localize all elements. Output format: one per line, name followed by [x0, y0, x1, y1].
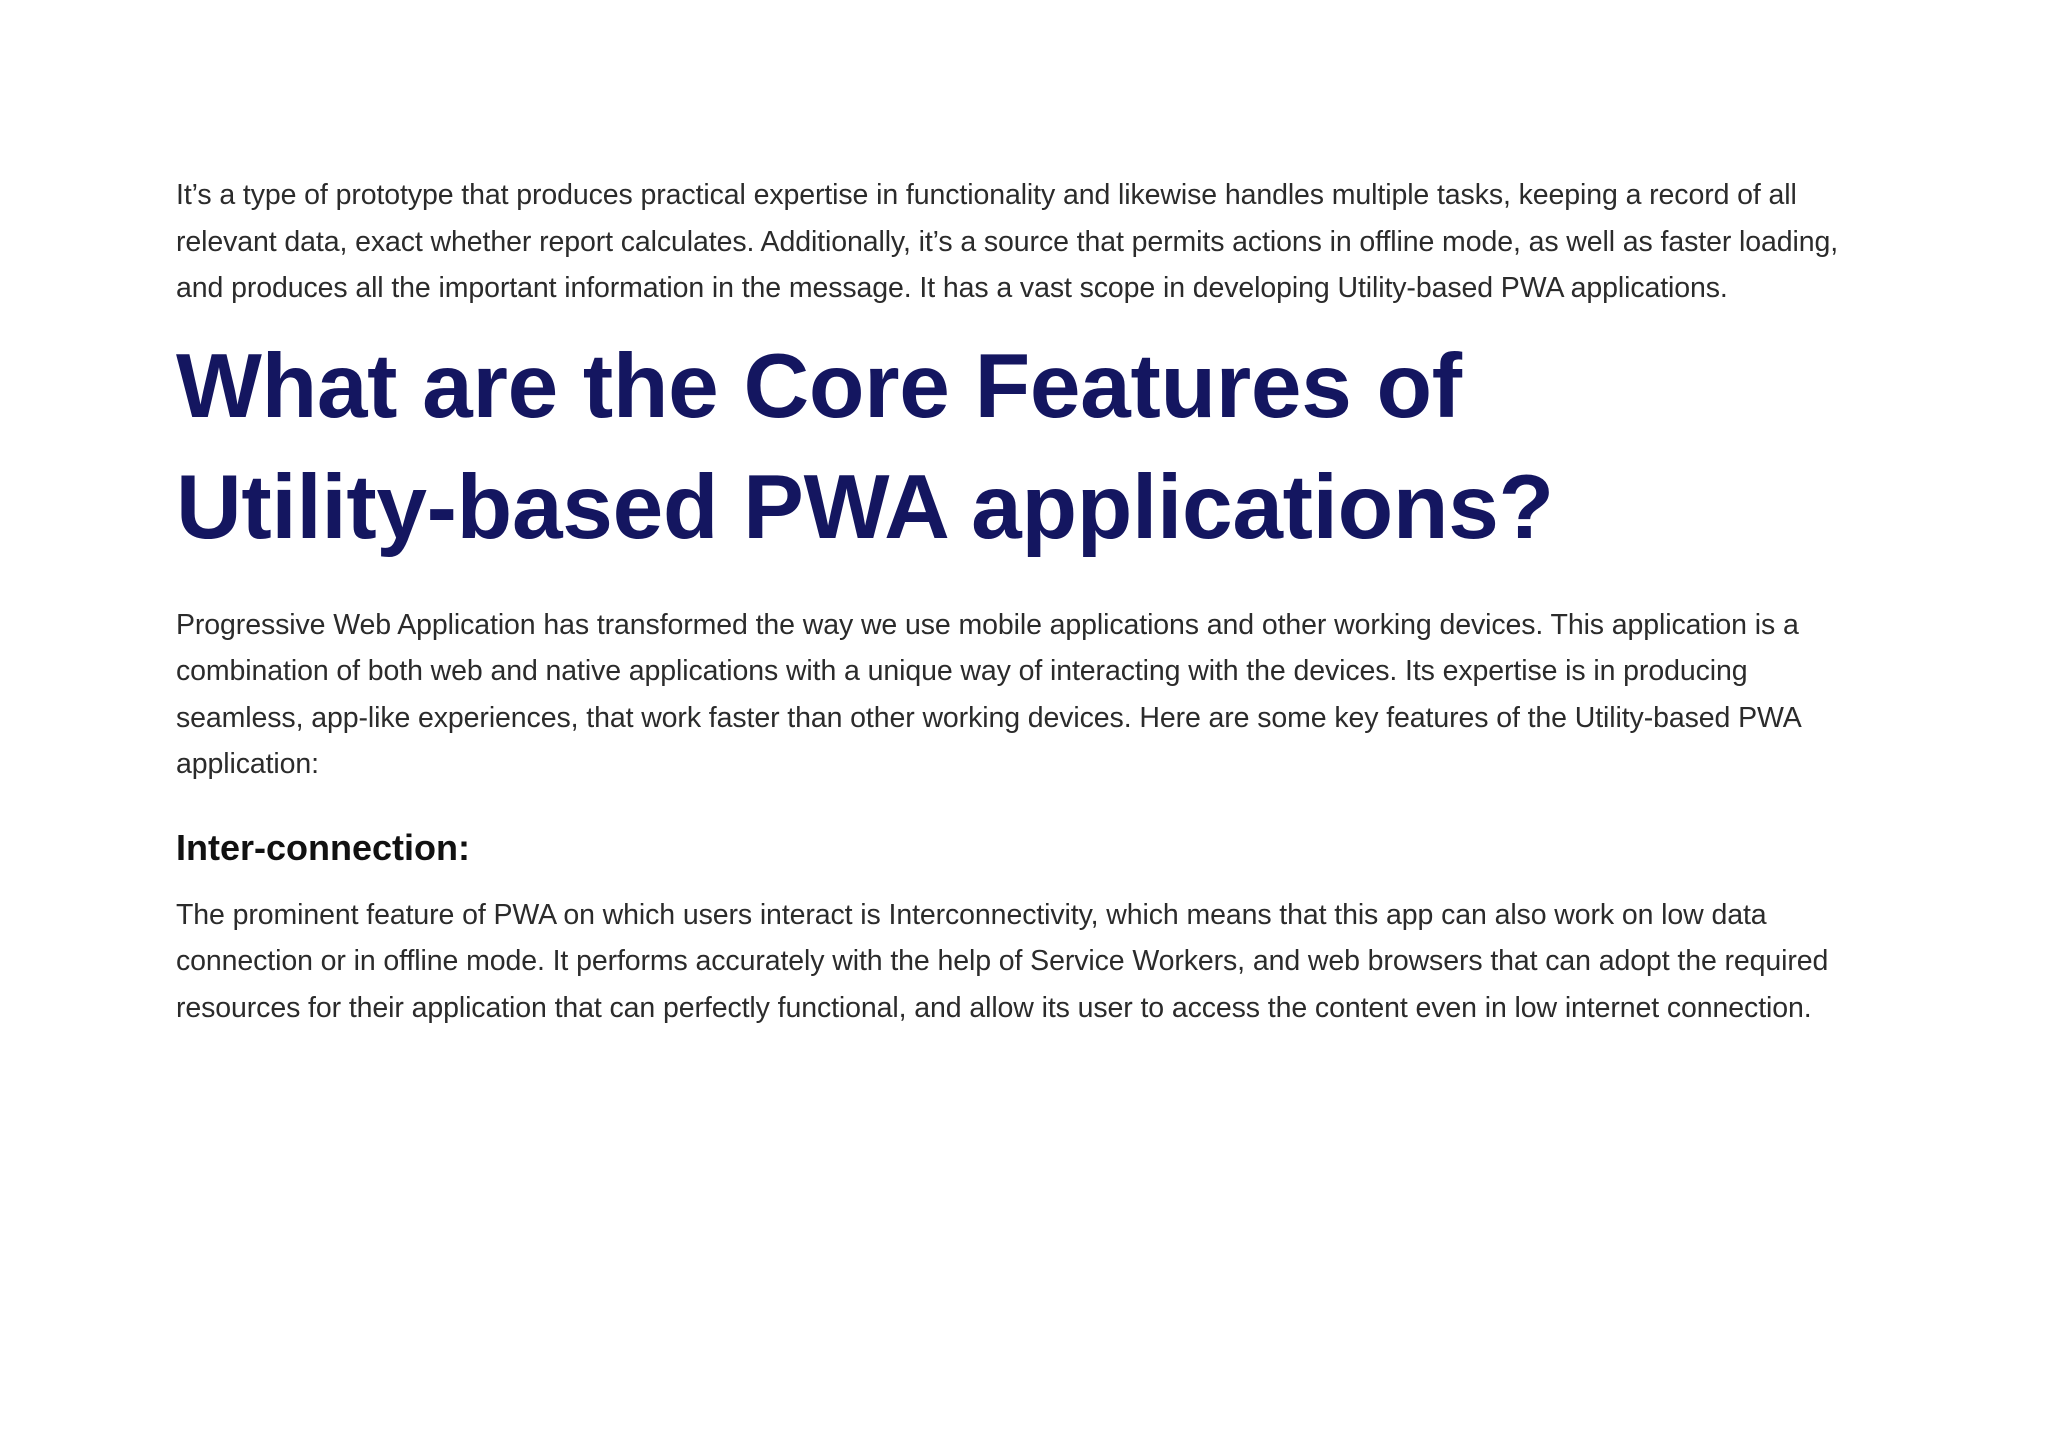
section-body-inter-connection: The prominent feature of PWA on which users interact is Interconnectivity, which means that this app can also work on low data connection or in offline mode. It performs accurately with the help of Service Workers, and web browsers that can adopt the required resources for their application that can perfectly functional, and allow its user to access the content even in low internet connection.: [176, 898, 1829, 1024]
article-content: [176, 172, 1882, 1031]
article-heading: What are the Core Features of Utility-based PWA applications?: [176, 335, 1554, 558]
overview-paragraph: Progressive Web Application has transformed the way we use mobile applications and other working devices. This application is a combination of both web and native applications with a unique way of interacting with the devices. Its expertise is in producing seamless, app-like experiences, that work faster than other working devices. Here are some key features of the Utility-based PWA application:: [176, 608, 1801, 780]
section-heading-inter-connection: Inter-connection:: [176, 826, 470, 868]
intro-paragraph: It’s a type of prototype that produces practical expertise in functionality and likewise handles multiple tasks, keeping a record of all relevant data, exact whether report calculates. Additionally, it’s a source that permits actions in offline mode, as well as faster loading, and produces all the important information in the message. It has a vast scope in developing Utility-based PWA applications.: [176, 179, 1839, 304]
